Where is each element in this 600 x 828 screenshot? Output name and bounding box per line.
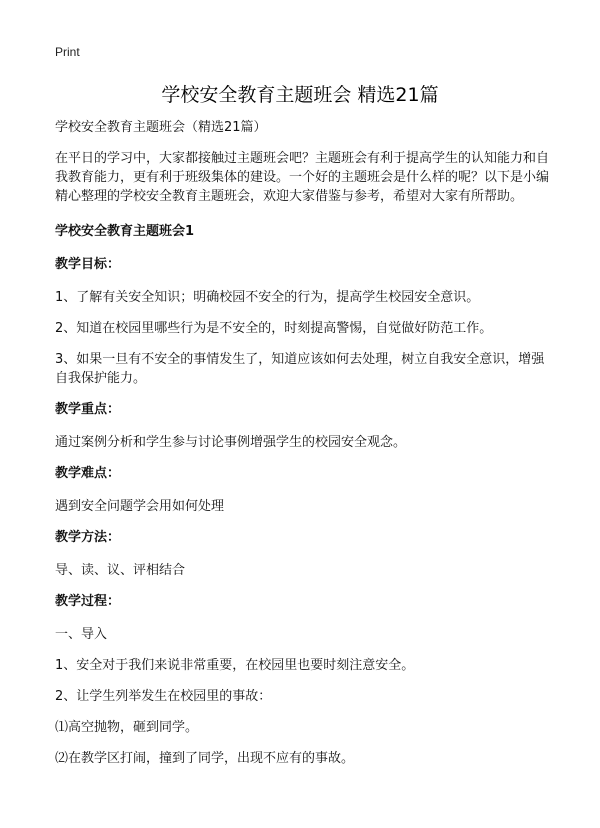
goal-item: 2、知道在校园里哪些行为是不安全的，时刻提高警惕，自觉做好防范工作。 [55,321,493,336]
difficulty-text: 遇到安全问题学会用如何处理 [55,499,225,514]
method-heading: 教学方法： [55,530,121,545]
intro-paragraph: 在平日的学习中，大家都接触过主题班会吧？主题班会有利于提高学生的认知能力和自我教育能力，更有利于班级集体的建设。一个好的主题班会是什么样的呢？以下是小编精心整理的学校安全教育主题班会，欢迎大家借鉴与参考，希望对大家有所帮助。 [55,151,550,204]
document-subtitle: 学校安全教育主题班会（精选21篇） [55,120,267,135]
difficulty-heading: 教学难点： [55,466,121,481]
goal-item: 3、如果一旦有不安全的事情发生了，知道应该如何去处理，树立自我安全意识，增强自我保护能力。 [55,352,545,386]
process-item: 一、导入 [55,627,108,642]
method-text: 导、读、议、评相结合 [55,563,186,578]
goals-heading: 教学目标： [55,257,121,272]
process-item: ⑴高空抛物，砸到同学。 [55,720,199,735]
process-item: 2、让学生列举发生在校园里的事故： [55,689,272,704]
process-item: ⑵在教学区打闹，撞到了同学，出现不应有的事故。 [55,751,355,766]
key-heading: 教学重点： [55,402,121,417]
document-title: 学校安全教育主题班会 精选21篇 [161,84,439,106]
process-item: 1、安全对于我们来说非常重要，在校园里也要时刻注意安全。 [55,658,415,673]
goal-item: 1、了解有关安全知识；明确校园不安全的行为，提高学生校园安全意识。 [55,290,480,305]
process-heading: 教学过程： [55,594,121,609]
section-title: 学校安全教育主题班会1 [55,224,195,239]
key-text: 通过案例分析和学生参与讨论事例增强学生的校园安全观念。 [55,435,407,450]
print-label[interactable]: Print [55,45,80,59]
document-body [55,118,553,780]
